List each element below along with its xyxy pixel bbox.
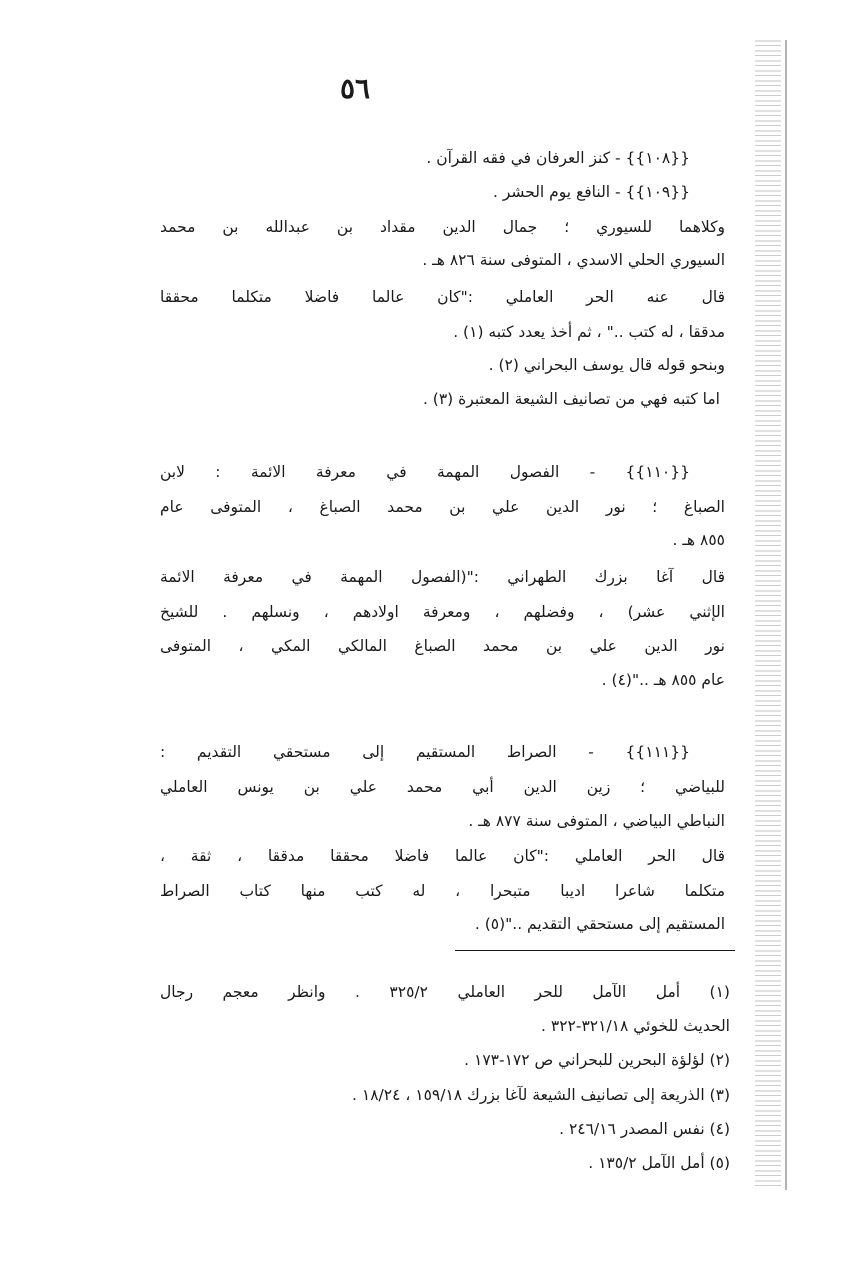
footnote-separator [455,950,735,951]
body-line: للبياضي ؛ زين الدين أبي محمد علي بن يونس العاملي [160,778,725,796]
body-line: عام ٨٥٥ هـ .."(٤) . [601,671,725,689]
footnote-line: (١) أمل الآمل للحر العاملي ٣٢٥/٢ . وانظر معجم رجال [160,983,730,1001]
body-line: النباطي البياضي ، المتوفى سنة ٨٧٧ هـ . [468,812,725,830]
body-line: مدققا ، له كتب .." ، ثم أخذ يعدد كتبه (١) . [453,323,725,341]
scan-edge-artifact [755,40,781,1190]
entry-110-title: {{١١٠}} - الفصول المهمة في معرفة الائمة : لابن [160,463,690,481]
footnote-line: (٢) لؤلؤة البحرين للبحراني ص ١٧٢-١٧٣ . [464,1051,730,1069]
entry-109-title: {{١٠٩}} - النافع يوم الحشر . [492,183,690,201]
body-line: نور الدين علي بن محمد الصباغ المالكي المكي ، المتوفى [160,637,725,655]
body-line: وبنحو قوله قال يوسف البحراني (٢) . [488,356,725,374]
entry-108-title: {{١٠٨}} - كنز العرفان في فقه القرآن . [426,149,690,167]
body-line: متكلما شاعرا اديبا متبحرا ، له كتب منها كتاب الصراط [160,882,725,900]
entry-111-title: {{١١١}} - الصراط المستقيم إلى مستحقي التقديم : [160,743,690,761]
body-line: وكلاهما للسيوري ؛ جمال الدين مقداد بن عبدالله بن محمد [160,218,725,236]
footnote-line: (٣) الذريعة إلى تصانيف الشيعة لآغا بزرك ١٥٩/١٨ ، ١٨/٢٤ . [352,1086,730,1104]
page-number: ٥٦ [339,72,371,105]
body-line: الصباغ ؛ نور الدين علي بن محمد الصباغ ، المتوفى عام [160,498,725,516]
body-line: الإثني عشر) ، وفضلهم ، ومعرفة اولادهم ، ونسلهم . للشيخ [160,603,725,621]
body-line: المستقيم إلى مستحقي التقديم .."(٥) . [474,915,725,933]
body-line: ٨٥٥ هـ . [672,531,725,549]
body-line: قال الحر العاملي :"كان عالما فاضلا محققا مدققا ، ثقة ، [160,847,725,865]
footnote-line: (٥) أمل الآمل ١٣٥/٢ . [588,1154,730,1172]
body-line: السيوري الحلي الاسدي ، المتوفى سنة ٨٢٦ هـ . [422,251,725,269]
body-line: اما كتبه فهي من تصانيف الشيعة المعتبرة (٣) . [422,390,720,408]
footnote-line: (٤) نفس المصدر ٢٤٦/١٦ . [559,1120,730,1138]
body-line: قال آغا بزرك الطهراني :"(الفصول المهمة في معرفة الائمة [160,568,725,586]
body-line: قال عنه الحر العاملي :"كان عالما فاضلا متكلما محققا [160,288,725,306]
footnote-line: الحديث للخوئي ٣٢١/١٨-٣٢٢ . [541,1017,730,1035]
